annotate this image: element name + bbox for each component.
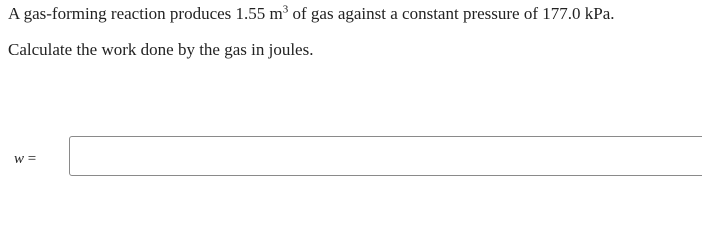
question-line-1-end: of gas against a constant pressure of 177.0 kPa. <box>288 4 615 23</box>
question-text-line-2: Calculate the work done by the gas in joules. <box>8 40 314 59</box>
question-text-line-1 <box>8 4 615 24</box>
cubic-superscript: 3 <box>282 3 289 16</box>
answer-input[interactable] <box>69 136 702 176</box>
answer-equals: = <box>24 151 37 167</box>
answer-row <box>0 136 702 180</box>
answer-variable: w <box>14 151 25 167</box>
question-line-1-start: A gas-forming reaction produces 1.55 m <box>8 4 283 23</box>
answer-label <box>14 150 36 168</box>
